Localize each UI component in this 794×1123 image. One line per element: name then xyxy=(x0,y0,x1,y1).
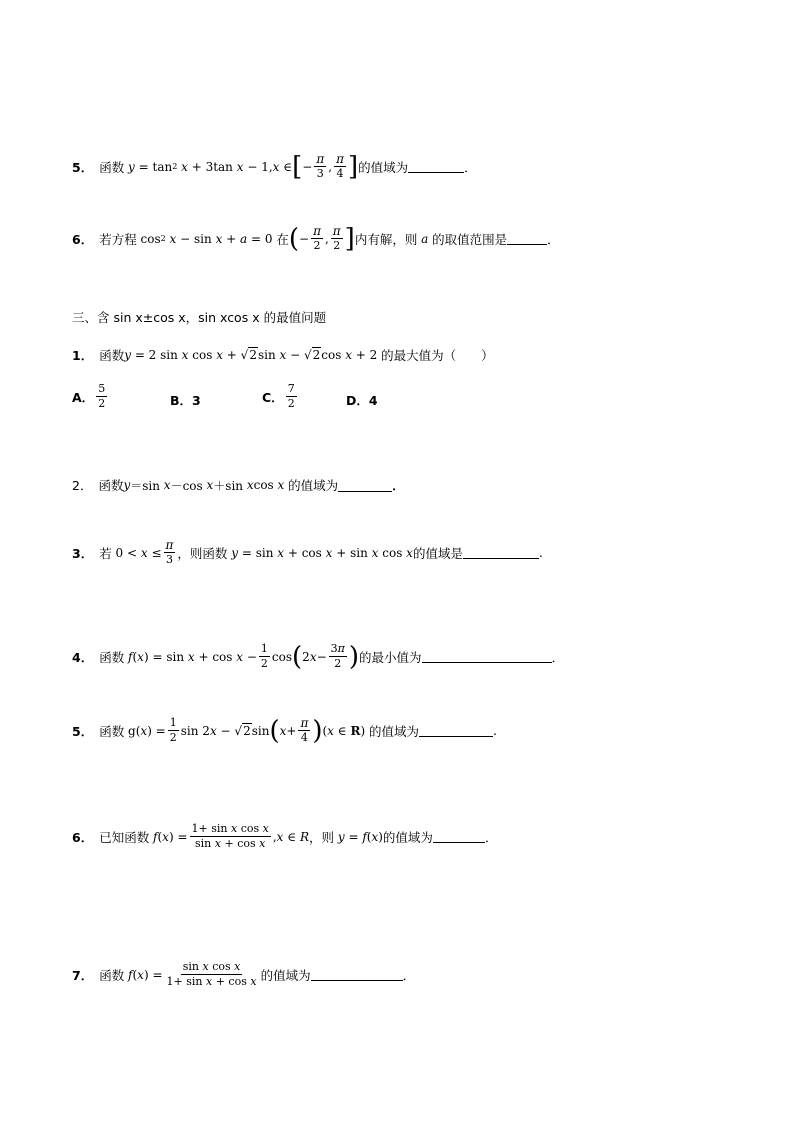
question-number: 7． xyxy=(72,967,94,983)
question-s1: 1． 函数 y = 2 sin x cos x + √2sin x − √2cos x + 2 的最大值为（ ） xyxy=(72,348,494,363)
option-d[interactable]: D．4 xyxy=(346,393,378,408)
question-number: 2． xyxy=(72,478,93,493)
question-text: 函数 xyxy=(99,159,125,175)
option-c[interactable]: C． $\frac{7}{2}$ xyxy=(262,382,295,410)
answer-blank[interactable] xyxy=(463,546,539,559)
formula: f xyxy=(149,829,158,844)
question-s7: 7． 函数 f ( x ) = $\frac{\text{sin x cos x}}{\text{1+ sin x + cos x}}$ 的值域为 ． xyxy=(72,960,416,988)
fraction: $\frac{1}{2}$ xyxy=(169,716,177,744)
left-paren: ( xyxy=(288,223,299,254)
left-bracket: [ xyxy=(292,151,303,182)
fraction: $\frac{\pi}{2}$ xyxy=(332,224,341,252)
fraction: $\frac{\pi}{4}$ xyxy=(300,716,309,744)
fraction: $\frac{1}{2}$ xyxy=(260,642,268,670)
question-5: 5． 函数 y = tan 2 x + 3tan x − 1, x ∈ [ − $\frac{\pi}{3}$ , $\frac{\pi}{4}$ ] 的值域为 ． xyxy=(72,151,477,182)
formula: y xyxy=(124,348,131,362)
fraction: $\frac{\pi}{3}$ xyxy=(165,538,174,566)
answer-blank[interactable] xyxy=(311,968,403,981)
question-number: 5． xyxy=(72,723,94,739)
fraction: $\frac{5}{2}$ xyxy=(98,382,106,410)
formula: cos xyxy=(136,231,161,246)
fraction: $\frac{7}{2}$ xyxy=(287,382,295,410)
question-number: 3． xyxy=(72,545,94,561)
formula: 0 < xyxy=(111,545,138,560)
question-s6: 6． 已知函数 f ( x ) = $\frac{\text{1+ sin x cos x}}{\text{sin x + cos x}}$ , x ∈ R ，则 y = f ( x ) 的值域为 ． xyxy=(72,822,498,850)
question-number: 1． xyxy=(72,348,94,363)
fraction: $\frac{\pi}{3}$ xyxy=(316,152,325,180)
formula: f xyxy=(124,967,133,982)
question-s3: 3． 若 0 < x ≤ $\frac{\pi}{3}$ ，则函数 y = sin x + cos x + sin x cos x 的值域是 . xyxy=(72,538,543,566)
answer-blank[interactable] xyxy=(419,724,493,737)
option-a[interactable]: A． $\frac{5}{2}$ xyxy=(72,382,106,410)
fraction: $\frac{\text{1+ sin x cos x}}{\text{sin x + cos x}}$ xyxy=(191,822,269,850)
fraction: $\frac{\pi}{4}$ xyxy=(336,152,344,180)
formula: y xyxy=(124,159,135,174)
question-6: 6． 若方程 cos 2 x − sin x + a = 0 在 ( − $\frac{\pi}{2}$ , $\frac{\pi}{2}$ ] 内有解，则 a 的取值范围是 ． xyxy=(72,223,560,254)
question-number: 4． xyxy=(72,649,94,665)
answer-blank[interactable] xyxy=(507,232,547,245)
right-bracket: ] xyxy=(347,151,359,182)
formula: g( xyxy=(124,723,141,738)
question-number: 6． xyxy=(72,829,94,845)
question-s5: 5． 函数 g( x ) = $\frac{1}{2}$ sin 2 x − √2sin ( x + $\frac{\pi}{4}$ ) ( x ∈ R) 的值域为 . xyxy=(72,715,497,746)
section-title: 三、含 sin x±cos x，sin xcos x 的最值问题 xyxy=(72,310,327,325)
formula: f xyxy=(124,649,133,664)
question-number: 6． xyxy=(72,231,94,247)
answer-blank[interactable] xyxy=(433,830,485,843)
option-b[interactable]: B．3 xyxy=(170,393,201,408)
fraction: $\frac{\text{sin x cos x}}{\text{1+ sin x + cos x}}$ xyxy=(166,960,257,988)
right-bracket: ] xyxy=(344,223,355,254)
question-number: 5． xyxy=(72,159,94,175)
formula: y xyxy=(123,478,131,492)
fraction: $\frac{\pi}{2}$ xyxy=(313,224,321,252)
question-s2: 2． 函数 y ＝sin x －cos x ＋sin x cos x 的值域为 ． xyxy=(72,478,405,493)
answer-blank[interactable] xyxy=(408,160,464,173)
question-s4: 4． 函数 f ( x ) = sin x + cos x − $\frac{1}{2}$ cos ( 2 x − $\frac{3\pi}{2}$ ) 的最小值为 ． xyxy=(72,641,565,672)
fraction: $\frac{3\pi}{2}$ xyxy=(330,642,345,670)
answer-blank[interactable] xyxy=(338,479,392,492)
answer-blank[interactable] xyxy=(422,650,552,663)
